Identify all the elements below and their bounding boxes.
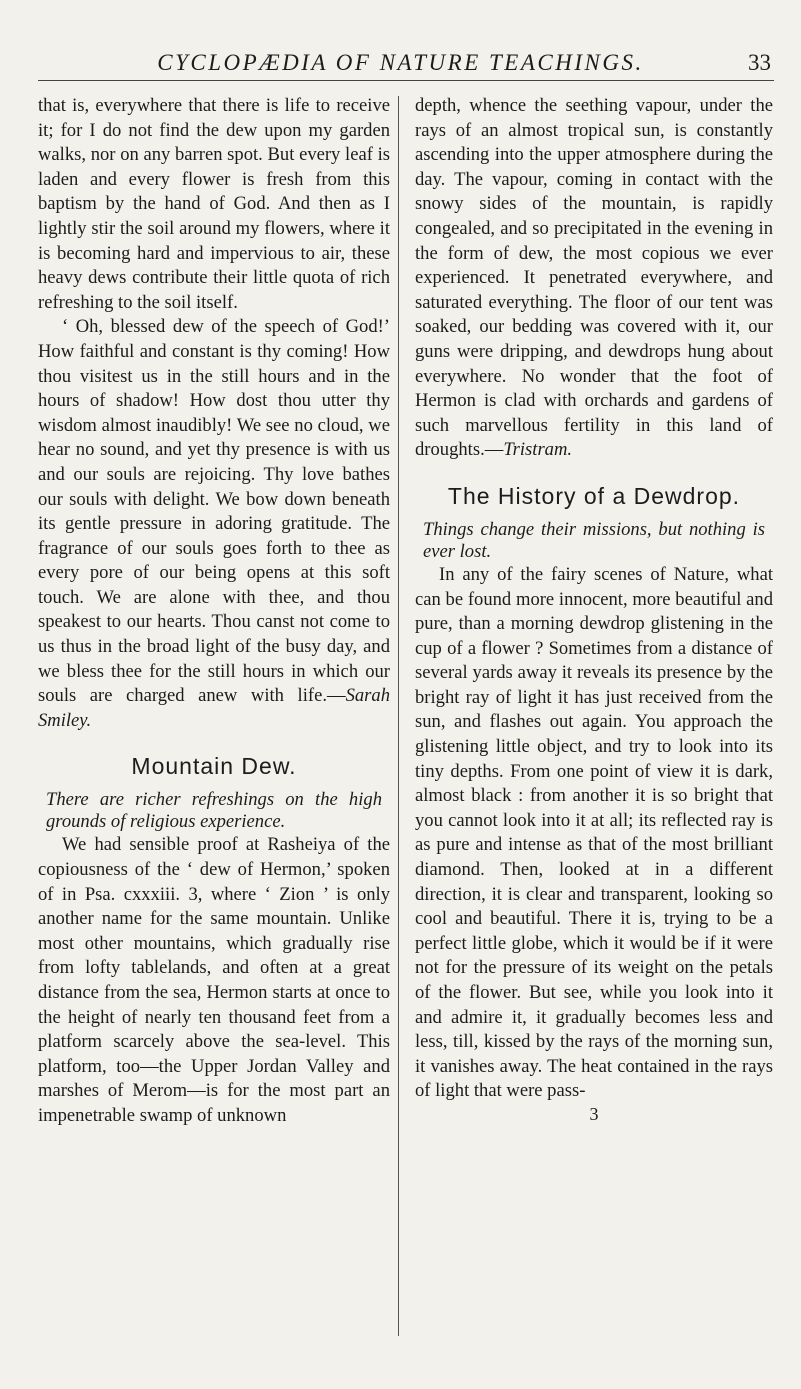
paragraph: that is, everywhere that there is life to receive it; for I do not find the dew upon my garden walks, nor on any barren spot. But every leaf is laden and every flower is fresh from this baptism by the hand of God. And then as I lightly stir the soil around my flowers, where it is becoming hard and impervious to air, these heavy dews contribute their little quota of rich refreshing to the soil itself. [38, 95, 390, 313]
author-attribution: Tristram. [503, 439, 573, 461]
paragraph-text: depth, whence the seething vapour, under the rays of an almost tropical sun, is constantly ascending into the upper atmosphere during the day. The vapour, coming in contact with the snowy sides of the mountain, is rapidly congealed, and so precipitated in the evening in the form of dew, the most copious we ever experienced. It penetrated everywhere, and saturated everything. The floor of our tent was soaked, our bedding was covered with it, our guns were dripping, and dewdrops hung about everywhere. No wonder that the foot of Hermon is clad with orchards and gardens of such marvellous fertility in this land of droughts.— [415, 95, 773, 461]
paragraph: In any of the fairy scenes of Nature, what can be found more innocent, more beautiful and pure, than a morning dewdrop glistening in the cup of a flower ? Sometimes from a distance of several yards away it reveals its presence by the bright ray of light it has just received from the sun, and flashes out again. You approach the glistening little object, and try to look into its tiny depths. From one point of view it is dark, almost black : from another it is so bright that you cannot look into it at all; its reflected ray is as pure and intense as that of the most brilliant diamond. Then, looked at in a different direction, it is clear and transparent, looking so cool and beautiful. There it is, trying to be a perfect little globe, which it would be if it were not for the pressure of its weight on the petals of the flower. But see, while you look into it and admire it, it gradually becomes less and less, till, kissed by the rays of the morning sun, it vanishes away. The heat contained in the rays of light that were pass- [415, 563, 773, 1102]
header-rule [38, 80, 774, 81]
page-number: 33 [748, 50, 771, 75]
epigraph: Things change their missions, but nothing is ever lost. [423, 518, 765, 562]
paragraph: We had sensible proof at Rasheiya of the copiousness of the ‘ dew of Hermon,’ spoken of in Psa. cxxxiii. 3, where ‘ Zion ’ is only another name for the same mountain. Unlike most other mountains, which gradually rise from lofty tablelands, and often at a great distance from the sea, Hermon starts at once to the height of nearly ten thousand feet from a platform scarcely above the sea-level. This platform, too—the Upper Jordan Valley and marshes of Merom—is for the most part an impenetrable swamp of unknown [38, 834, 390, 1126]
paragraph [415, 94, 773, 463]
author-attribution: Sarah Smiley. [38, 685, 390, 731]
epigraph: There are richer refreshings on the high grounds of religious experience. [46, 789, 382, 833]
right-column [415, 94, 773, 1127]
paragraph [38, 315, 390, 733]
running-title: CYCLOPÆDIA OF NATURE TEACHINGS. [157, 50, 644, 75]
section-title: The History of a Dewdrop. [447, 482, 741, 509]
signature-mark: 3 [589, 1103, 599, 1124]
left-column [38, 94, 390, 1129]
column-divider [398, 96, 399, 1336]
page-header [0, 44, 801, 84]
paragraph-text: ‘ Oh, blessed dew of the speech of God!’ How faithful and constant is thy coming! How thou visitest us in the still hours and in the hours of shadow! How dost thou utter thy wisdom almost inaudibly! We see no cloud, we hear no sound, and yet thy presence is with us and our souls are rejoicing. Thy love bathes our souls with delight. We bow down beneath its gentle pressure in adoring gratitude. The fragrance of our souls goes forth to thee as every pore of our being opens at this soft touch. We are alone with thee, and thou speakest to our hearts. Thou canst not come to us thus in the broad light of the busy day, and we bless thee for the still hours in which our souls are charged anew with life.— [38, 316, 390, 707]
section-title: Mountain Dew. [131, 753, 297, 780]
